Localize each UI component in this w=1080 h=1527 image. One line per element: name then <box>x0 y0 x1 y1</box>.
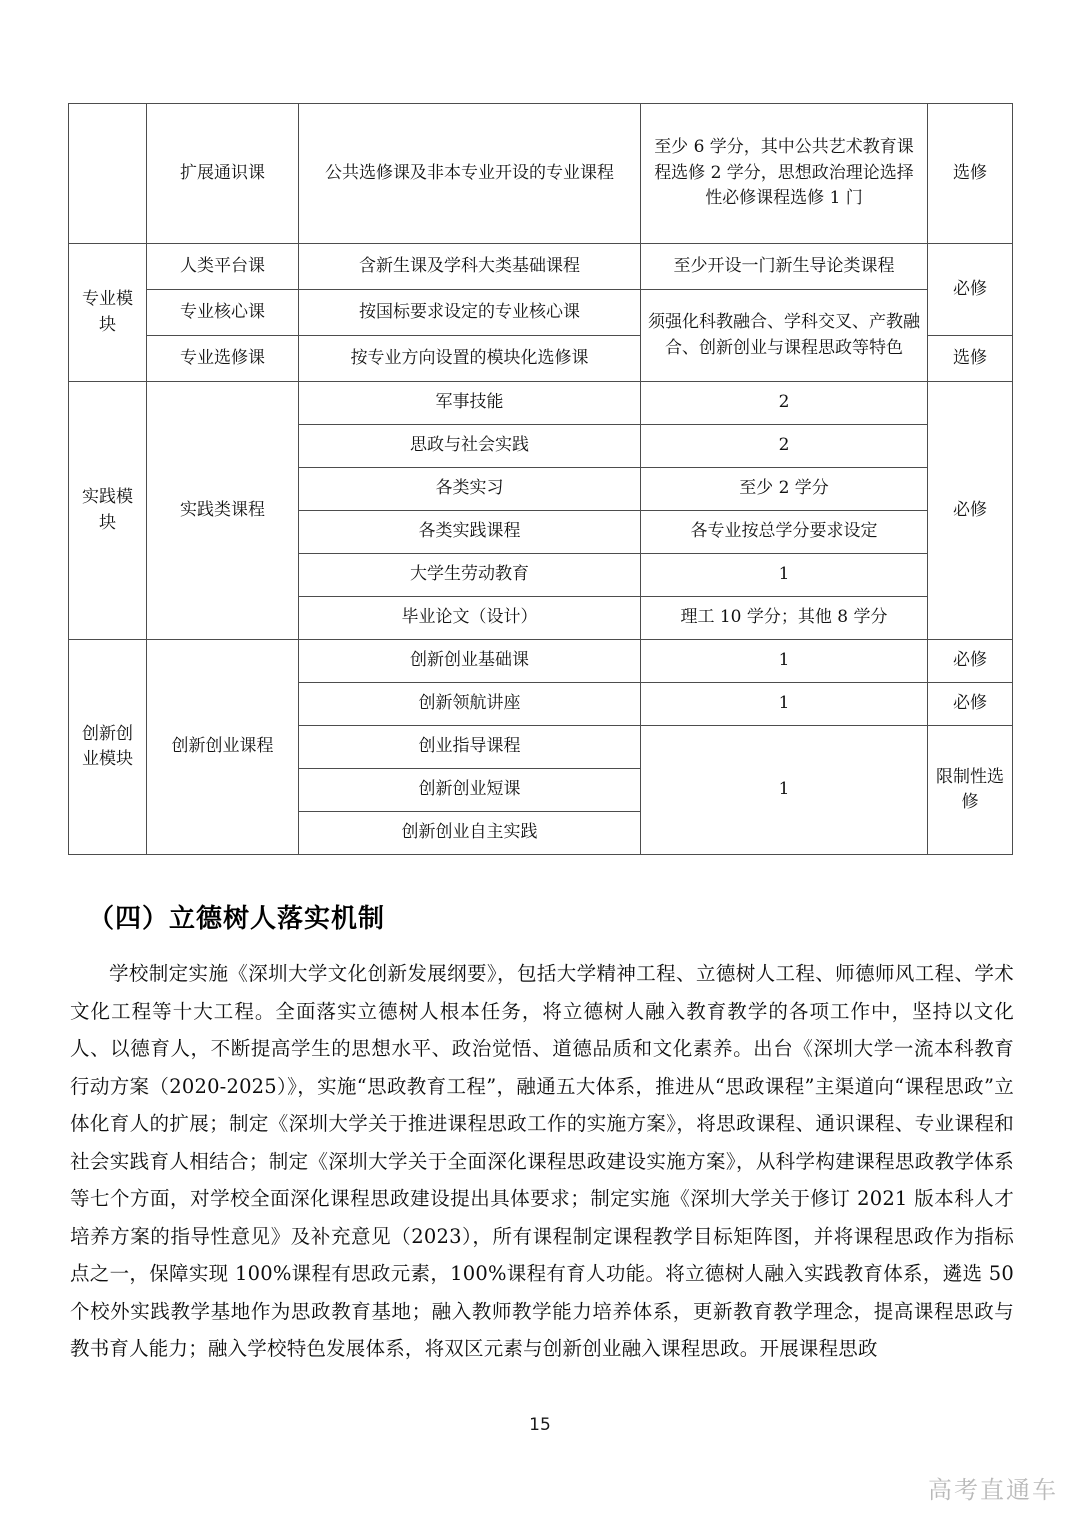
section-paragraph: 学校制定实施《深圳大学文化创新发展纲要》，包括大学精神工程、立德树人工程、师德师风工程、学术文化工程等十大工程。全面落实立德树人根本任务，将立德树人融入教育教学的各项工作中，坚持以文化人、以德育人，不断提高学生的思想水平、政治觉悟、道德品质和文化素养。出台《深圳大学一流本科教育行动方案（2020-2025）》，实施“思政教育工程”，融通五大体系，推进从“思政课程”主渠道向“课程思政”立体化育人的扩展；制定《深圳大学关于推进课程思政工作的实施方案》，将思政课程、通识课程、专业课程和社会实践育人相结合；制定《深圳大学关于全面深化课程思政建设实施方案》，从科学构建课程思政教学体系等七个方面，对学校全面深化课程思政建设提出具体要求；制定实施《深圳大学关于修订 2021 版本科人才培养方案的指导性意见》及补充意见（2023），所有课程制定课程教学目标矩阵图，并将课程思政作为指标点之一，保障实现 100%课程有思政元素，100%课程有育人功能。将立德树人融入实践教育体系，遴选 50 个校外实践教学基地作为思政教育基地；融入教师教学能力培养体系，更新教育教学理念，提高课程思政与教书育人能力；融入学校特色发展体系，将双区元素与创新创业融入课程思政。开展课程思政 <box>70 962 1014 1360</box>
cell-course-description: 大学生劳动教育 <box>299 554 641 597</box>
curriculum-table <box>68 103 1013 855</box>
cell-course-credits: 1 <box>641 554 928 597</box>
cell-course-type: 专业选修课 <box>147 336 299 382</box>
cell-module-practice: 实践模块 <box>69 382 147 640</box>
cell-course-credits: 至少 2 学分 <box>641 468 928 511</box>
cell-course-type: 人类平台课 <box>147 244 299 290</box>
cell-course-description: 创业指导课程 <box>299 726 641 769</box>
cell-module-innovation: 创新创业模块 <box>69 640 147 855</box>
cell-course-type: 创新创业课程 <box>147 640 299 855</box>
cell-course-nature: 选修 <box>928 336 1013 382</box>
cell-course-nature: 必修 <box>928 244 1013 336</box>
cell-course-type: 实践类课程 <box>147 382 299 640</box>
cell-course-description: 思政与社会实践 <box>299 425 641 468</box>
cell-course-description: 创新创业基础课 <box>299 640 641 683</box>
cell-course-description: 各类实习 <box>299 468 641 511</box>
page-number: 15 <box>529 1415 551 1435</box>
cell-course-description: 按专业方向设置的模块化选修课 <box>299 336 641 382</box>
cell-module-continued <box>69 104 147 244</box>
cell-course-type: 专业核心课 <box>147 290 299 336</box>
table-row <box>69 640 1013 683</box>
table-row <box>69 290 1013 336</box>
cell-course-description: 创新领航讲座 <box>299 683 641 726</box>
cell-course-credits: 各专业按总学分要求设定 <box>641 511 928 554</box>
cell-course-credits: 2 <box>641 425 928 468</box>
table-row <box>69 244 1013 290</box>
cell-course-nature: 限制性选修 <box>928 726 1013 855</box>
cell-course-description: 创新创业自主实践 <box>299 812 641 855</box>
cell-course-description: 公共选修课及非本专业开设的专业课程 <box>299 104 641 244</box>
cell-course-type: 扩展通识课 <box>147 104 299 244</box>
cell-course-credits: 至少开设一门新生导论类课程 <box>641 244 928 290</box>
cell-course-description: 军事技能 <box>299 382 641 425</box>
cell-course-description: 创新创业短课 <box>299 769 641 812</box>
cell-course-description: 含新生课及学科大类基础课程 <box>299 244 641 290</box>
cell-module-major: 专业模块 <box>69 244 147 382</box>
cell-course-nature: 选修 <box>928 104 1013 244</box>
section-heading: （四）立德树人落实机制 <box>88 904 386 934</box>
watermark: 高考直通车 <box>928 1476 1058 1504</box>
cell-course-credits: 理工 10 学分；其他 8 学分 <box>641 597 928 640</box>
cell-course-nature: 必修 <box>928 640 1013 683</box>
cell-course-description: 毕业论文（设计） <box>299 597 641 640</box>
cell-course-credits: 1 <box>641 640 928 683</box>
table-row <box>69 382 1013 425</box>
cell-course-credits: 2 <box>641 382 928 425</box>
cell-course-credits: 至少 6 学分，其中公共艺术教育课程选修 2 学分，思想政治理论选择性必修课程选修 1 门 <box>641 104 928 244</box>
table-row <box>69 104 1013 244</box>
cell-course-description: 各类实践课程 <box>299 511 641 554</box>
cell-course-credits: 须强化科教融合、学科交叉、产教融合、创新创业与课程思政等特色 <box>641 290 928 382</box>
cell-course-description: 按国标要求设定的专业核心课 <box>299 290 641 336</box>
curriculum-table-wrapper <box>68 103 1012 855</box>
cell-course-nature: 必修 <box>928 683 1013 726</box>
cell-course-credits: 1 <box>641 726 928 855</box>
cell-course-credits: 1 <box>641 683 928 726</box>
cell-course-nature: 必修 <box>928 382 1013 640</box>
